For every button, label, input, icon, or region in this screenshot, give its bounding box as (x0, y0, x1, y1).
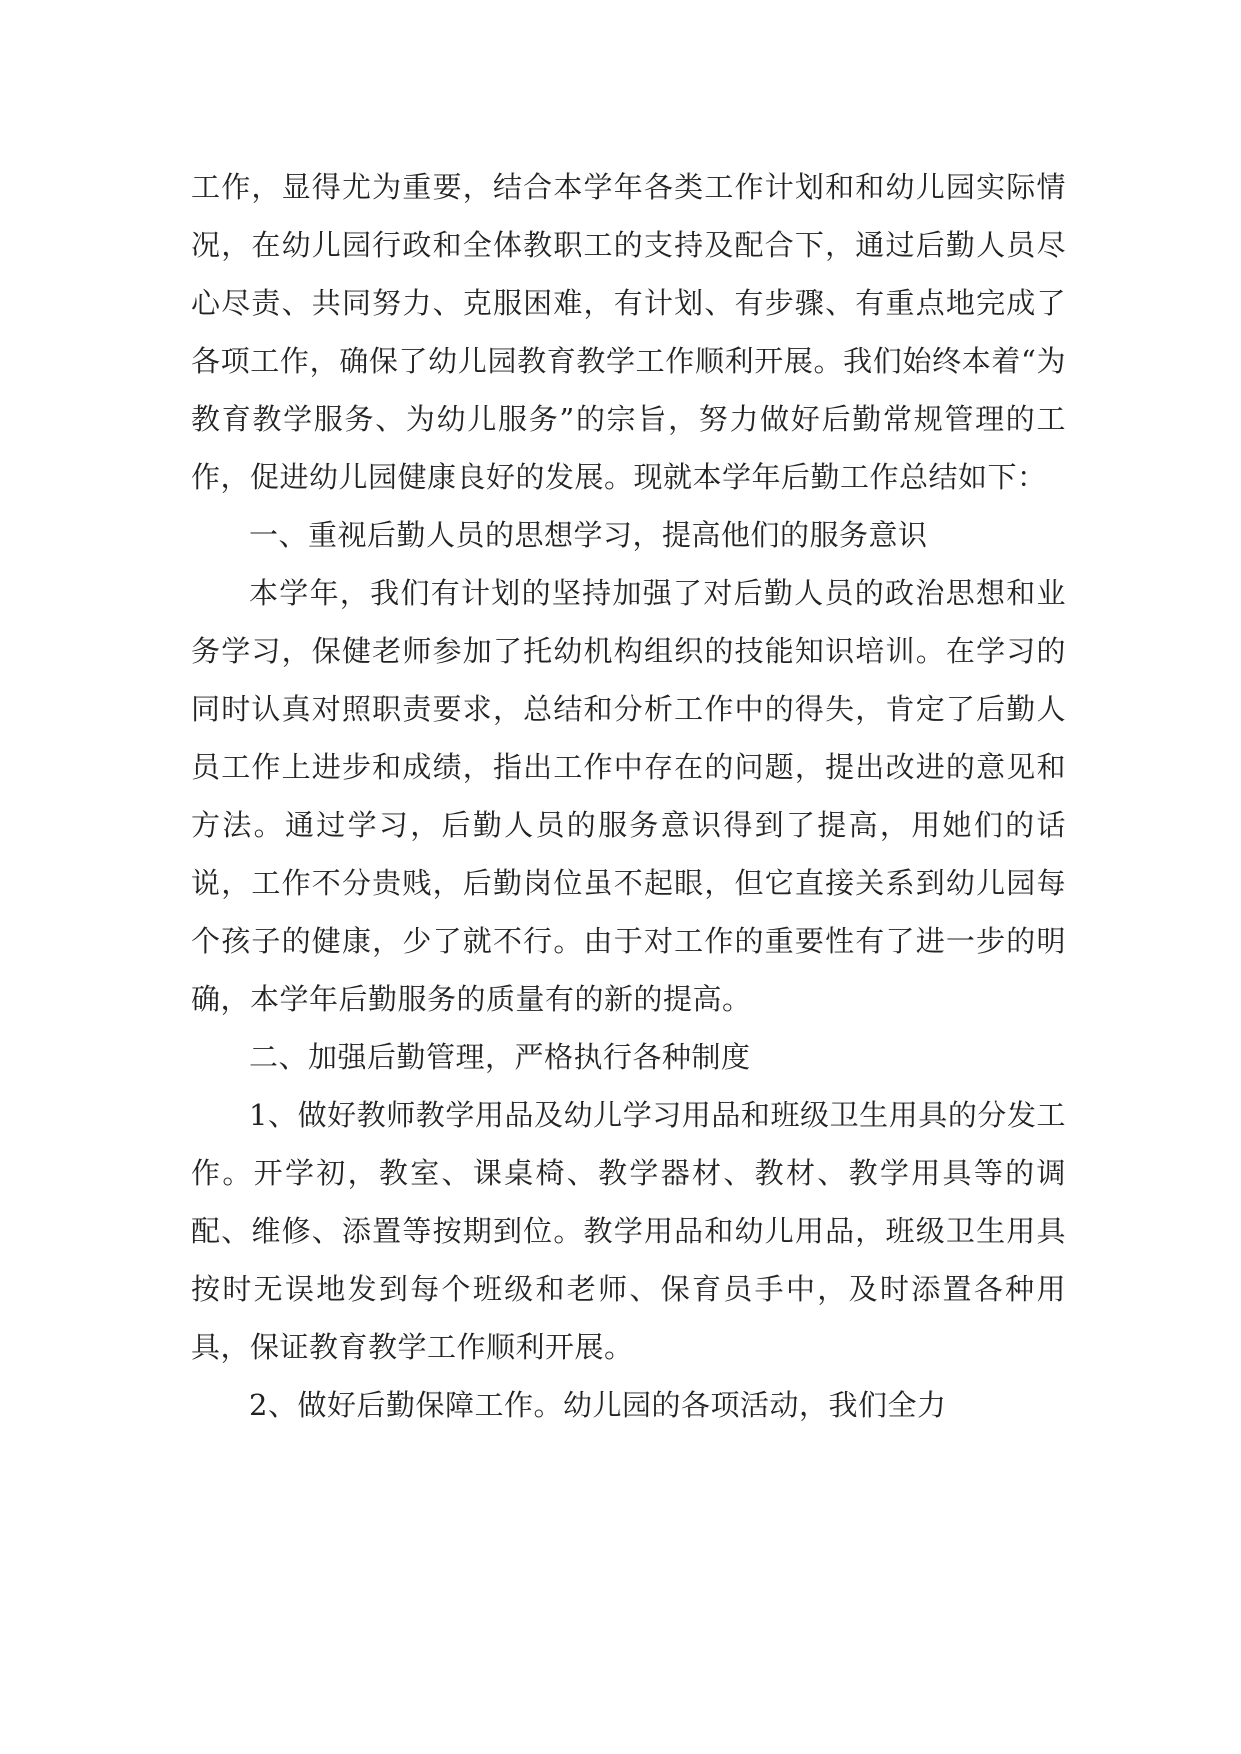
section-heading-1: 一、重视后勤人员的思想学习，提高他们的服务意识 (249, 518, 928, 552)
paragraph-item-2: 2、做好后勤保障工作。幼儿园的各项活动，我们全力 (249, 1388, 947, 1422)
document-body (191, 158, 1066, 1434)
section-heading-2: 二、加强后勤管理，严格执行各种制度 (249, 1040, 751, 1074)
paragraph-item-1: 1、做好教师教学用品及幼儿学习用品和班级卫生用具的分发工作。开学初，教室、课桌椅、教学器材、教材、教学用具等的调配、维修、添置等按期到位。教学用品和幼儿用品，班级卫生用具按时无误地发到每个班级和老师、保育员手中，及时添置各种用具，保证教育教学工作顺利开展。 (191, 1098, 1066, 1364)
paragraph-intro: 工作，显得尤为重要，结合本学年各类工作计划和和幼儿园实际情况，在幼儿园行政和全体教职工的支持及配合下，通过后勤人员尽心尽责、共同努力、克服困难，有计划、有步骤、有重点地完成了各项工作，确保了幼儿园教育教学工作顺利开展。我们始终本着“为教育教学服务、为幼儿服务”的宗旨，努力做好后勤常规管理的工作，促进幼儿园健康良好的发展。现就本学年后勤工作总结如下： (191, 170, 1066, 494)
paragraph-section-1: 本学年，我们有计划的坚持加强了对后勤人员的政治思想和业务学习，保健老师参加了托幼机构组织的技能知识培训。在学习的同时认真对照职责要求，总结和分析工作中的得失，肯定了后勤人员工作上进步和成绩，指出工作中存在的问题，提出改进的意见和方法。通过学习，后勤人员的服务意识得到了提高，用她们的话说，工作不分贵贱，后勤岗位虽不起眼，但它直接关系到幼儿园每个孩子的健康，少了就不行。由于对工作的重要性有了进一步的明确，本学年后勤服务的质量有的新的提高。 (191, 576, 1066, 1016)
